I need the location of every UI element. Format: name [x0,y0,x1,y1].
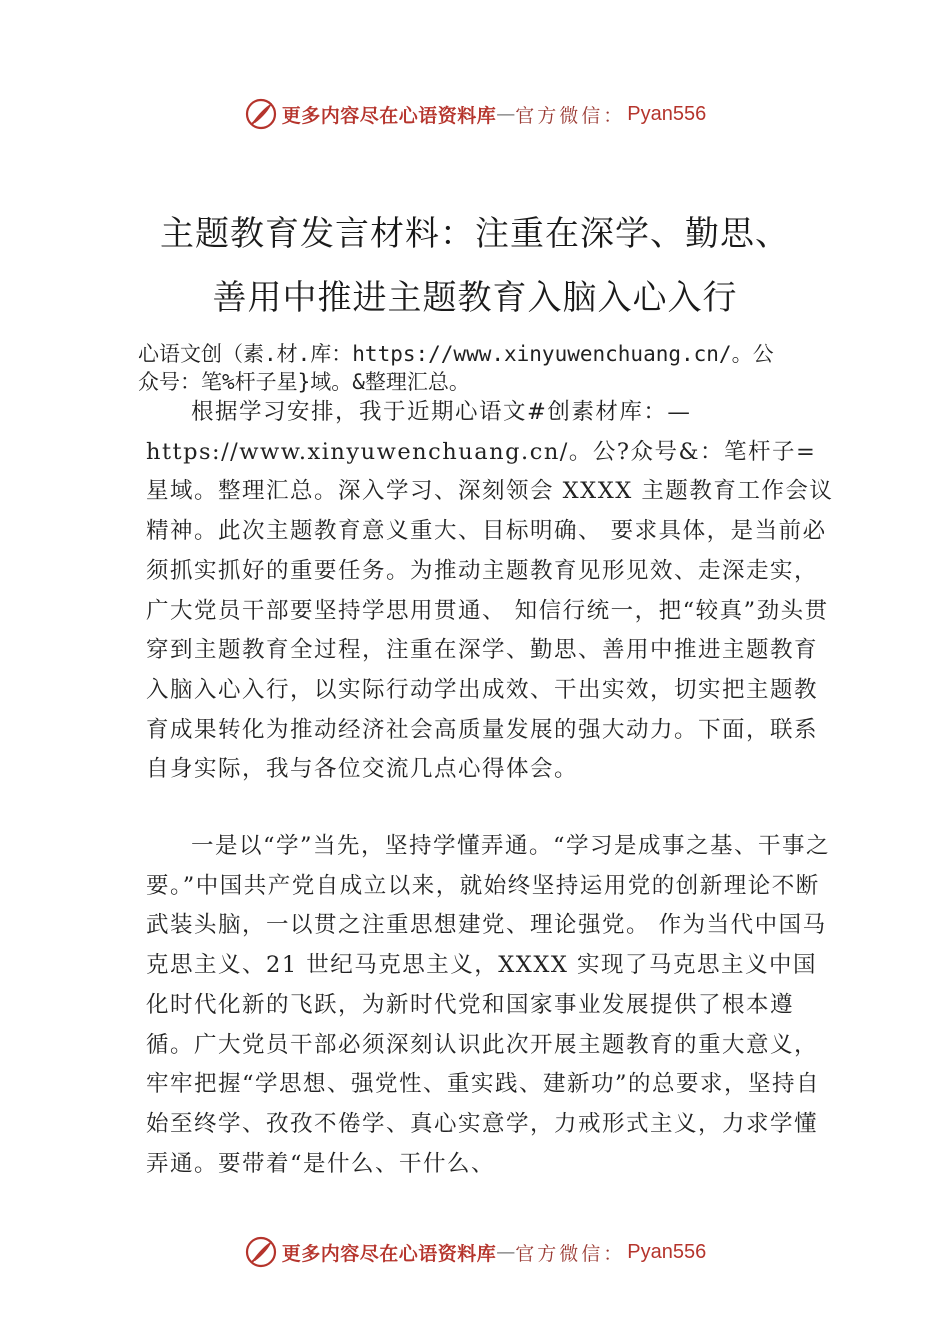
banner-wechat-label: 官方微信： [515,1242,626,1265]
source-note-line-2: 众号：笔%杆子星}域。&整理汇总。 [138,370,470,394]
document-title-line-2: 善用中推进主题教育入脑入心入行 [212,278,738,318]
source-note [138,340,838,396]
footer-watermark-banner [0,1232,950,1272]
quill-logo-icon [244,97,278,131]
banner-brand-text: 更多内容尽在心语资料库 [281,1242,497,1265]
body-paragraph-2: 一是以“学”当先，坚持学懂弄通。“学习是成事之基、干事之要。”中国共产党自成立以来，就始终坚持运用党的创新理论不断武装头脑，一以贯之注重思想建党、理论强党。 作为当代中国马克思主义、21 世纪马克思主义，XXXX 实现了马克思主义中国化时代化新的飞跃，为新时代党和国家事业发展提供了根本遵循。广大党员干部必须深刻认识此次开展主题教育的重大意义，牢牢把握“学思想、强党性、重实践、建新功”的总要求，坚持自始至终学、孜孜不倦学、真心实意学，力戒形式主义，力求学懂弄通。要带着“是什么、干什么、 [146,833,831,1177]
banner-wechat-id: Pyan556 [627,102,707,125]
body-paragraph-1: 根据学习安排，我于近期心语文#创素材库：— https://www.xinyuwenchuang.cn/。公?众号&：笔杆子=星域。整理汇总。深入学习、深刻领会 XXXX 主题教育工作会议精神。此次主题教育意义重大、目标明确、 要求具体，是当前必须抓实抓好的重要任务。为推动主题教育见形见效、走深走实，广大党员干部要坚持学思用贯通、 知信行统一，把“较真”劲头贯穿到主题教育全过程，注重在深学、勤思、善用中推进主题教育入脑入心入行，以实际行动学出成效、干出实效，切实把主题教育成果转化为推动经济社会高质量发展的强大动力。下面，联系自身实际，我与各位交流几点心得体会。 [146,399,834,783]
header-watermark-banner [0,94,950,134]
banner-dash: — [496,1241,516,1263]
document-title-line-1: 主题教育发言材料：注重在深学、勤思、 [160,214,790,254]
source-note-line-1: 心语文创（素.材.库：https://www.xinyuwenchuang.cn/。公 [138,342,774,366]
banner-brand-text: 更多内容尽在心语资料库 [281,104,497,127]
banner-wechat-label: 官方微信： [515,104,626,127]
quill-logo-icon [244,1235,278,1269]
banner-dash: — [496,103,516,125]
banner-wechat-id: Pyan556 [627,1240,707,1263]
